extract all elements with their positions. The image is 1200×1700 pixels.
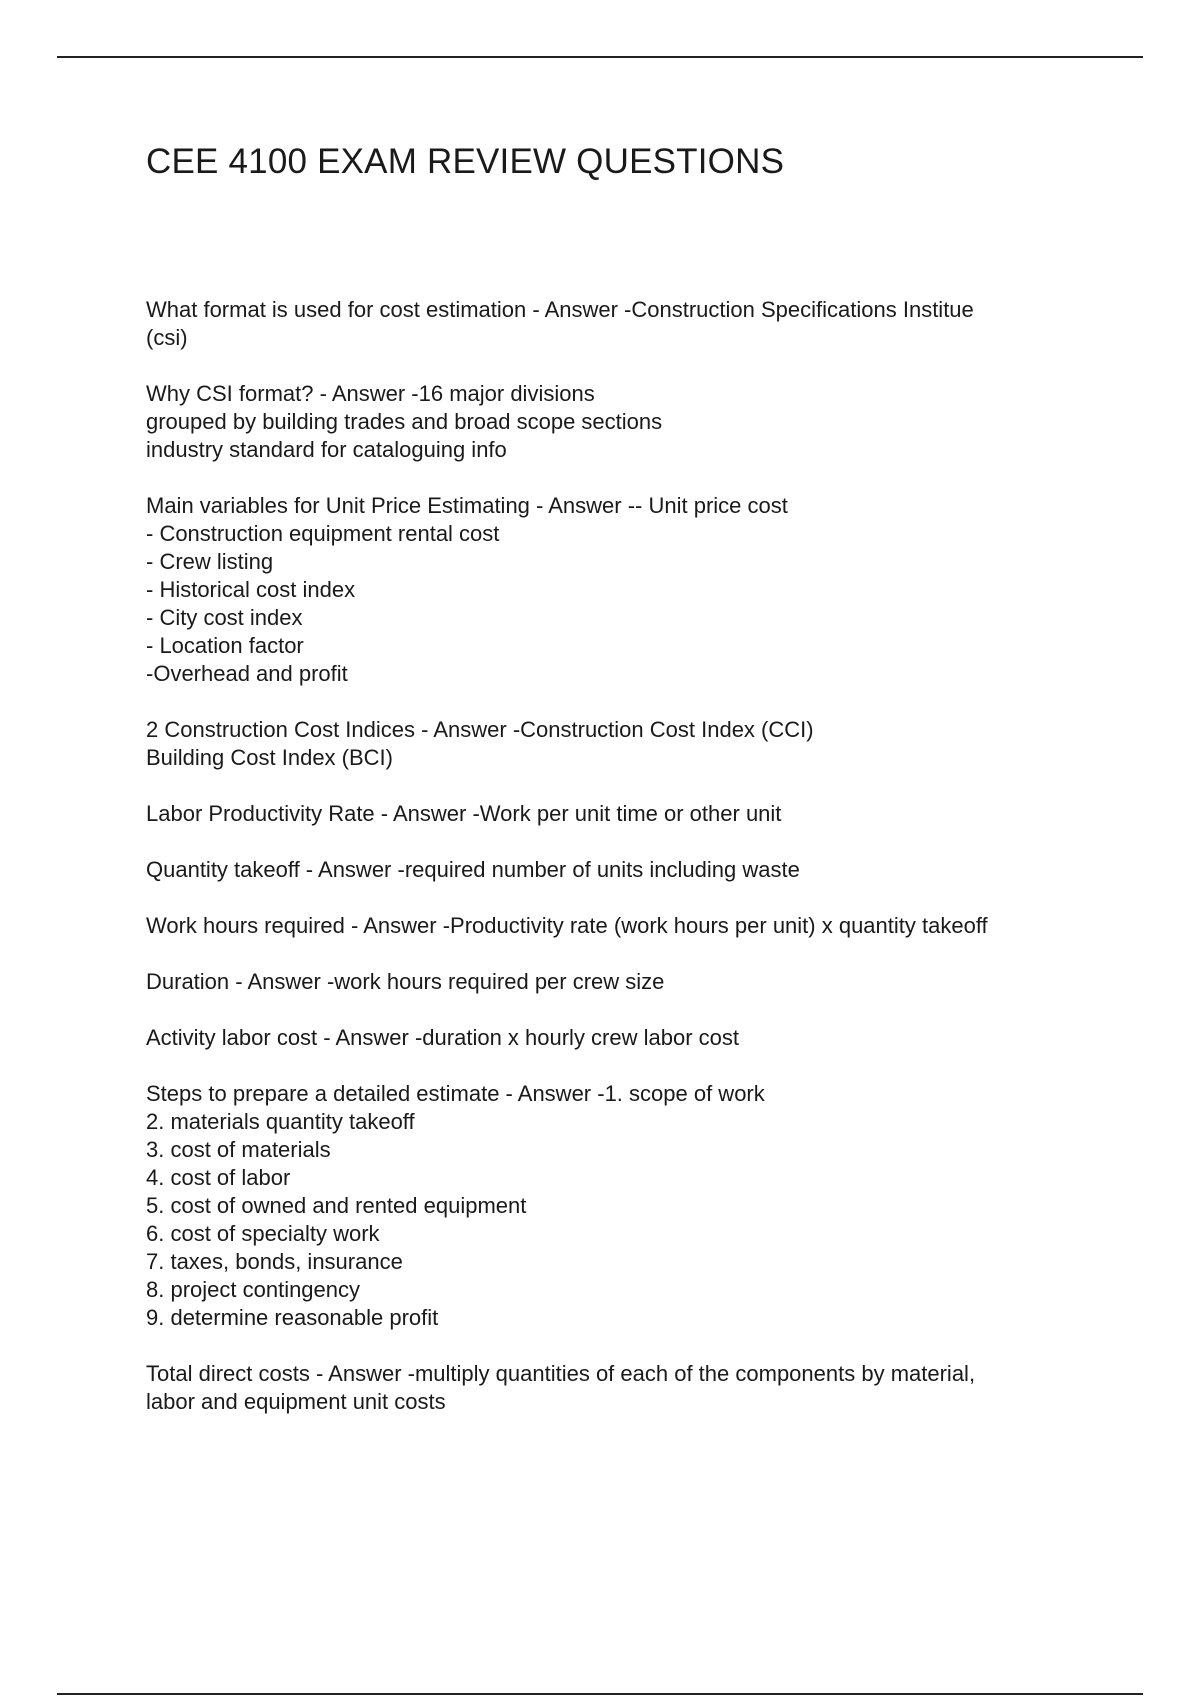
qa-line: 2 Construction Cost Indices - Answer -Construction Cost Index (CCI) xyxy=(146,717,814,742)
qa-line: -Overhead and profit xyxy=(146,661,348,686)
qa-line: 5. cost of owned and rented equipment xyxy=(146,1193,527,1218)
qa-line: What format is used for cost estimation - Answer -Construction Specifications Institue xyxy=(146,297,974,322)
qa-item xyxy=(146,296,1106,352)
qa-line: grouped by building trades and broad scope sections xyxy=(146,409,663,434)
qa-line: - Historical cost index xyxy=(146,577,356,602)
qa-line: 9. determine reasonable profit xyxy=(146,1305,439,1330)
qa-line: - Location factor xyxy=(146,633,304,658)
qa-line: Work hours required - Answer -Productivity rate (work hours per unit) x quantity takeoff xyxy=(146,913,988,938)
qa-line: 7. taxes, bonds, insurance xyxy=(146,1249,403,1274)
qa-item xyxy=(146,1024,1106,1052)
qa-line: Building Cost Index (BCI) xyxy=(146,745,393,770)
qa-line: 2. materials quantity takeoff xyxy=(146,1109,415,1134)
qa-item xyxy=(146,968,1106,996)
qa-line: Labor Productivity Rate - Answer -Work per unit time or other unit xyxy=(146,801,782,826)
qa-line: 6. cost of specialty work xyxy=(146,1221,380,1246)
qa-list xyxy=(146,296,1106,1416)
document-title: CEE 4100 EXAM REVIEW QUESTIONS xyxy=(146,142,785,181)
qa-line: industry standard for cataloguing info xyxy=(146,437,507,462)
qa-item xyxy=(146,1360,1106,1416)
qa-line: Total direct costs - Answer -multiply quantities of each of the components by material, xyxy=(146,1361,976,1386)
qa-line: Steps to prepare a detailed estimate - Answer -1. scope of work xyxy=(146,1081,765,1106)
qa-line: labor and equipment unit costs xyxy=(146,1389,446,1414)
qa-line: 3. cost of materials xyxy=(146,1137,331,1162)
qa-item xyxy=(146,1080,1106,1332)
qa-line: Quantity takeoff - Answer -required number of units including waste xyxy=(146,857,800,882)
qa-item xyxy=(146,800,1106,828)
qa-line: 8. project contingency xyxy=(146,1277,361,1302)
qa-line: - Crew listing xyxy=(146,549,274,574)
top-rule xyxy=(57,56,1143,58)
qa-item xyxy=(146,492,1106,688)
qa-item xyxy=(146,912,1106,940)
qa-line: 4. cost of labor xyxy=(146,1165,291,1190)
qa-line: Why CSI format? - Answer -16 major divisions xyxy=(146,381,595,406)
qa-line: Duration - Answer -work hours required per crew size xyxy=(146,969,665,994)
bottom-rule xyxy=(57,1693,1143,1695)
qa-line: (csi) xyxy=(146,325,188,350)
qa-line: - Construction equipment rental cost xyxy=(146,521,500,546)
qa-line: Main variables for Unit Price Estimating - Answer -- Unit price cost xyxy=(146,493,788,518)
qa-line: - City cost index xyxy=(146,605,303,630)
qa-line: Activity labor cost - Answer -duration x hourly crew labor cost xyxy=(146,1025,740,1050)
qa-item xyxy=(146,380,1106,464)
qa-item xyxy=(146,856,1106,884)
qa-item xyxy=(146,716,1106,772)
